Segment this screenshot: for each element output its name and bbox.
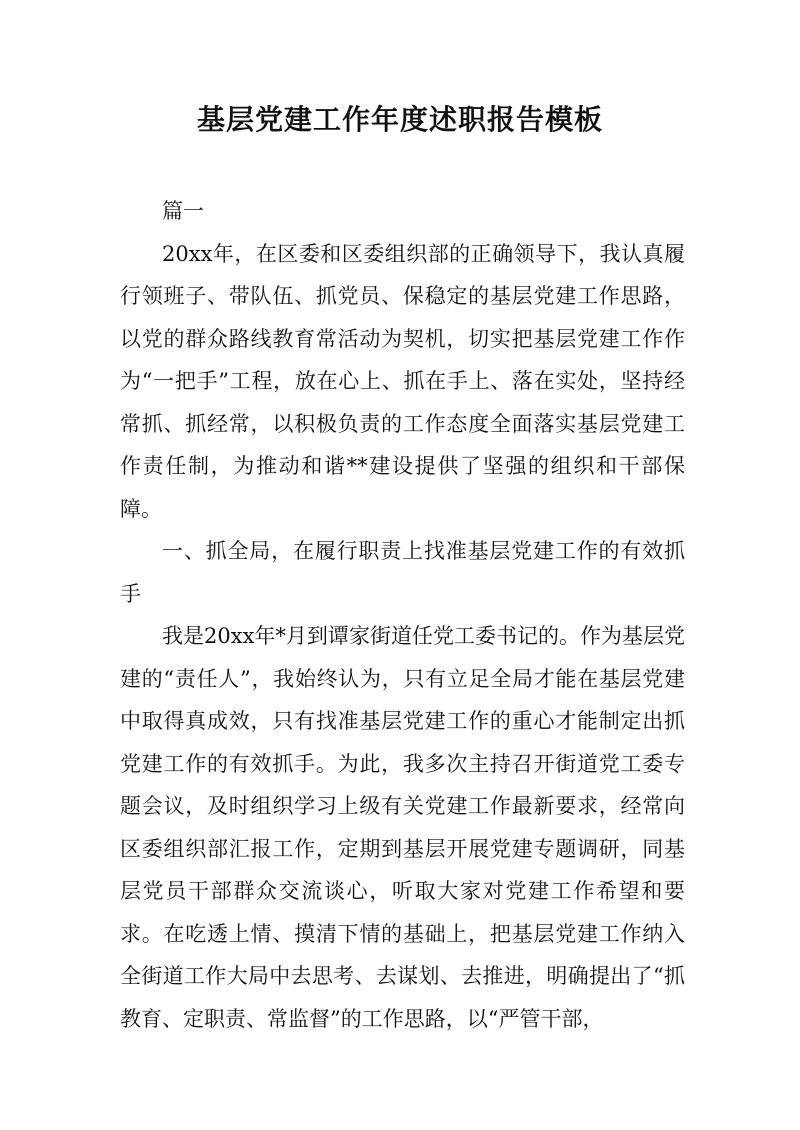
document-title: 基层党建工作年度述职报告模板 (196, 103, 603, 136)
paragraph-section-label: 篇一 (162, 199, 204, 223)
paragraph-heading-1: 一、抓全局，在履行职责上找准基层党建工作的有效抓手 (120, 539, 685, 606)
paragraph-intro: 20xx年，在区委和区委组织部的正确领导下，我认真履行领班子、带队伍、抓党员、保稳定的基层党建工作思路，以党的群众路线教育常活动为契机，切实把基层党建工作作为“一把手”工程，放在心上、抓在手上、落在实处，坚持经常抓、抓经常，以积极负责的工作态度全面落实基层党建工作责任制，为推动和谐**建设提供了坚强的组织和干部保障。 (120, 241, 685, 521)
document-body (120, 190, 685, 1040)
paragraph-body-1: 我是20xx年*月到谭家街道任党工委书记的。作为基层党建的“责任人”，我始终认为，只有立足全局才能在基层党建中取得真成效，只有找准基层党建工作的重心才能制定出抓党建工作的有效抓手。为此，我多次主持召开街道党工委专题会议，及时组织学习上级有关党建工作最新要求，经常向区委组织部汇报工作，定期到基层开展党建专题调研，同基层党员干部群众交流谈心，听取大家对党建工作希望和要求。在吃透上情、摸清下情的基础上，把基层党建工作纳入全街道工作大局中去思考、去谋划、去推进，明确提出了“抓教育、定职责、常监督”的工作思路，以“严管干部， (120, 624, 685, 1031)
